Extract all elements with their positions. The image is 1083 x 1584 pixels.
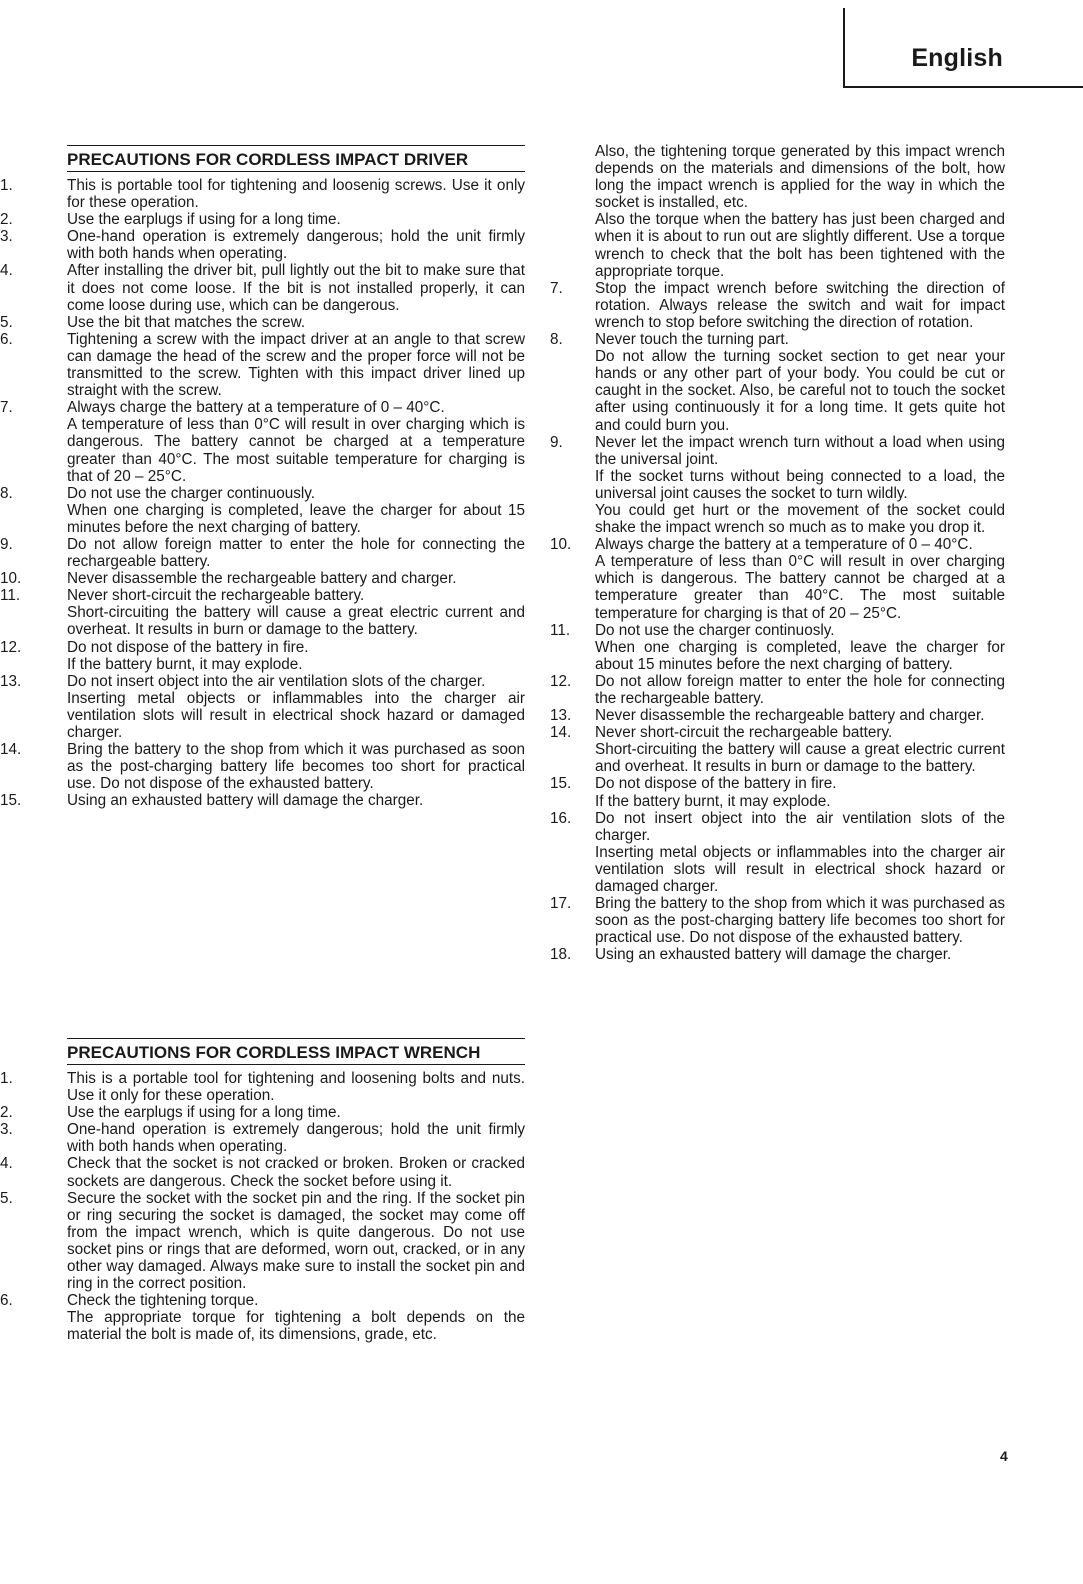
item-paragraph: Check that the socket is not cracked or broken. Broken or cracked sockets are dangerous. Check the socket before using it. xyxy=(67,1155,525,1190)
item-number: 9. xyxy=(550,433,563,451)
item-text xyxy=(595,724,1005,775)
item-paragraph: Short-circuiting the battery will cause a great electric current and overheat. It results in burn or damage to the battery. xyxy=(595,741,1005,776)
item-number: 8. xyxy=(550,331,563,349)
item-text xyxy=(595,707,1005,724)
precaution-item xyxy=(0,1121,525,1156)
item-paragraph: When one charging is completed, leave the charger for about 15 minutes before the next charging of battery. xyxy=(595,638,1005,673)
item-paragraph: Do not allow foreign matter to enter the hole for connecting the rechargeable battery. xyxy=(67,535,525,571)
item-paragraph: Do not allow the turning socket section to get near your hands or any other part of your body. You could be cut or caught in the socket. Also, be careful not to touch the socket after using continuously it for a long time. It gets quite hot and could burn you. xyxy=(595,348,1005,434)
item-paragraph: Short-circuiting the battery will cause a great electric current and overheat. It results in burn or damage to the battery. xyxy=(67,604,525,639)
item-text xyxy=(67,570,525,587)
item-paragraph: Bring the battery to the shop from which it was purchased as soon as the post-charging battery life becomes too short for practical use. Do not dispose of the exhausted battery. xyxy=(595,895,1005,947)
item-paragraph: Do not use the charger continuosly. xyxy=(595,621,835,639)
item-number: 14. xyxy=(550,724,572,742)
item-text xyxy=(595,280,1005,331)
item-paragraph: This is a portable tool for tightening and loosening bolts and nuts. Use it only for these operation. xyxy=(67,1070,525,1105)
item-text xyxy=(67,792,525,809)
precaution-item xyxy=(550,536,1005,621)
precaution-item xyxy=(0,313,525,331)
item-text xyxy=(595,810,1005,895)
precaution-item xyxy=(0,177,525,212)
item-text xyxy=(595,775,1005,809)
item-paragraph: Never disassemble the rechargeable battery and charger. xyxy=(67,570,457,588)
item-text xyxy=(67,741,525,792)
section-impact-wrench xyxy=(0,1038,525,1344)
section-title-impact-wrench: PRECAUTIONS FOR CORDLESS IMPACT WRENCH xyxy=(67,1038,525,1065)
item-text xyxy=(67,1190,525,1293)
item-number: 12. xyxy=(0,638,22,656)
item-paragraph: Never short-circuit the rechargeable battery. xyxy=(67,587,365,605)
item-text xyxy=(67,399,525,484)
item-text xyxy=(595,673,1005,707)
item-text xyxy=(595,331,1005,434)
precaution-item xyxy=(0,672,525,741)
precaution-item xyxy=(0,792,525,810)
item-text xyxy=(67,485,525,536)
item-paragraph: Never short-circuit the rechargeable battery. xyxy=(595,724,893,742)
precaution-item xyxy=(0,262,525,314)
item-paragraph: This is portable tool for tightening and loosenig screws. Use it only for these operation. xyxy=(67,177,525,212)
item-paragraph: You could get hurt or the movement of the socket could shake the impact wrench so much as to make you drop it. xyxy=(595,501,1005,537)
item-number: 16. xyxy=(550,809,572,827)
item-number: 8. xyxy=(0,484,13,502)
item-paragraph: Do not dispose of the battery in fire. xyxy=(67,638,309,656)
item-paragraph: Always charge the battery at a temperature of 0 – 40°C. xyxy=(67,399,445,417)
precaution-item xyxy=(0,741,525,793)
item-paragraph: Never let the impact wrench turn without a load when using the universal joint. xyxy=(595,433,1005,468)
intro-paragraph: Also, the tightening torque generated by this impact wrench depends on the materials and dimensions of the bolt, how long the impact wrench is applied for the way in which the socket is installed, etc. xyxy=(595,143,1005,212)
item-number: 4. xyxy=(0,1155,13,1173)
section-title-impact-driver: PRECAUTIONS FOR CORDLESS IMPACT DRIVER xyxy=(67,145,525,172)
item-paragraph: After installing the driver bit, pull lightly out the bit to make sure that it does not come loose. If the bit is not installed properly, it can come loose during use, which can be dangerous. xyxy=(67,262,525,314)
precaution-item xyxy=(0,1155,525,1190)
item-number: 5. xyxy=(0,313,13,331)
precaution-item xyxy=(0,330,525,400)
item-paragraph: Check the tightening torque. xyxy=(67,1292,259,1310)
item-number: 3. xyxy=(0,1121,13,1139)
precaution-item xyxy=(0,1189,525,1293)
precaution-item xyxy=(550,280,1005,331)
precaution-list-wrench xyxy=(0,1070,525,1344)
item-paragraph: A temperature of less than 0°C will result in over charging which is dangerous. The battery cannot be charged at a temperature greater than 40°C. The most suitable temperature for charging is that of 20 – 25°C. xyxy=(67,416,525,485)
item-number: 11. xyxy=(550,621,571,639)
item-paragraph: Do not insert object into the air ventilation slots of the charger. xyxy=(67,672,486,690)
item-paragraph: Use the bit that matches the screw. xyxy=(67,313,306,331)
item-text xyxy=(67,1155,525,1189)
item-text xyxy=(67,639,525,673)
precaution-item xyxy=(0,587,525,639)
language-label: English xyxy=(911,44,1003,72)
precaution-item xyxy=(0,638,525,673)
precaution-item xyxy=(550,707,1005,724)
item-text xyxy=(67,331,525,399)
item-paragraph: If the battery burnt, it may explode. xyxy=(67,655,303,673)
precaution-item xyxy=(550,895,1005,946)
item-paragraph: Secure the socket with the socket pin and the ring. If the socket pin or ring securing the socket is damaged, the socket may come off from the impact wrench, which is quite dangerous. Do not use socket pins or rings that are deformed, worn out, cracked, or in any other way damaged. Always make sure to install the socket pin and ring in the correct position. xyxy=(67,1189,525,1293)
item-text xyxy=(595,895,1005,946)
item-number: 1. xyxy=(0,177,13,194)
item-number: 10. xyxy=(0,570,22,588)
item-paragraph: Inserting metal objects or inflammables into the charger air ventilation slots will result in electrical shock hazard or damaged charger. xyxy=(595,843,1005,896)
precaution-item xyxy=(0,228,525,263)
item-number: 11. xyxy=(0,587,21,605)
item-number: 15. xyxy=(0,792,22,810)
item-number: 7. xyxy=(0,399,13,417)
item-number: 9. xyxy=(0,535,13,553)
right-column xyxy=(550,143,1005,964)
item-paragraph: The appropriate torque for tightening a bolt depends on the material the bolt is made of, its dimensions, grade, etc. xyxy=(67,1309,525,1344)
item-number: 14. xyxy=(0,741,22,759)
precaution-item xyxy=(0,570,525,588)
item-number: 10. xyxy=(550,536,572,554)
item-paragraph: Using an exhausted battery will damage the charger. xyxy=(67,792,424,810)
item-text xyxy=(67,177,525,211)
item-paragraph: Using an exhausted battery will damage the charger. xyxy=(595,946,952,964)
section-impact-driver xyxy=(0,145,525,810)
item-number: 2. xyxy=(0,211,13,229)
precaution-item xyxy=(0,535,525,571)
item-paragraph: Bring the battery to the shop from which it was purchased as soon as the post-charging battery life becomes too short for practical use. Do not dispose of the exhausted battery. xyxy=(67,741,525,793)
item-text xyxy=(595,434,1005,537)
item-text xyxy=(595,946,1005,963)
item-text xyxy=(67,1070,525,1104)
precaution-item xyxy=(550,673,1005,707)
item-paragraph: Stop the impact wrench before switching the direction of rotation. Always release the switch and wait for impact wrench to stop before switching the direction of rotation. xyxy=(595,279,1005,331)
precaution-item xyxy=(0,484,525,536)
item-paragraph: Never disassemble the rechargeable battery and charger. xyxy=(595,707,985,725)
item-paragraph: Do not dispose of the battery in fire. xyxy=(595,775,837,793)
precaution-item xyxy=(0,1292,525,1344)
item-number: 1. xyxy=(0,1070,13,1087)
item-text xyxy=(67,673,525,741)
precaution-item xyxy=(550,622,1005,673)
item-text xyxy=(595,536,1005,621)
item-text xyxy=(67,587,525,638)
precaution-item xyxy=(550,331,1005,434)
item-number: 13. xyxy=(550,707,572,725)
item-paragraph: Inserting metal objects or inflammables into the charger air ventilation slots will result in electrical shock hazard or damaged charger. xyxy=(67,689,525,741)
item-paragraph: One-hand operation is extremely dangerous; hold the unit firmly with both hands when operating. xyxy=(67,228,525,263)
item-text xyxy=(67,1292,525,1343)
item-paragraph: Use the earplugs if using for a long time. xyxy=(67,1104,341,1122)
item-number: 17. xyxy=(550,895,572,913)
item-number: 12. xyxy=(550,672,572,690)
language-tab xyxy=(843,8,1083,88)
item-text xyxy=(595,622,1005,673)
precaution-item xyxy=(550,434,1005,537)
item-text xyxy=(67,211,525,228)
item-number: 18. xyxy=(550,946,572,964)
precaution-item xyxy=(550,724,1005,775)
item-number: 2. xyxy=(0,1104,13,1122)
item-number: 13. xyxy=(0,672,22,690)
item-paragraph: One-hand operation is extremely dangerous; hold the unit firmly with both hands when operating. xyxy=(67,1121,525,1156)
precaution-item xyxy=(550,946,1005,963)
item-paragraph: If the socket turns without being connected to a load, the universal joint causes the socket to turn wildly. xyxy=(595,467,1005,502)
precaution-item xyxy=(550,775,1005,809)
item-text xyxy=(67,228,525,262)
item-number: 4. xyxy=(0,262,13,280)
item-text xyxy=(67,314,525,331)
page-number: 4 xyxy=(1000,1448,1008,1464)
item-paragraph: Do not use the charger continuously. xyxy=(67,484,316,502)
item-number: 6. xyxy=(0,330,13,348)
item-number: 3. xyxy=(0,228,13,246)
item-paragraph: If the battery burnt, it may explode. xyxy=(595,792,831,810)
precaution-item xyxy=(0,1070,525,1105)
precaution-item xyxy=(550,810,1005,895)
precaution-list-driver xyxy=(0,177,525,810)
item-number: 6. xyxy=(0,1292,13,1310)
item-paragraph: Tightening a screw with the impact driver at an angle to that screw can damage the head of the screw and the proper force will not be transmitted to the screw. Tighten with this impact driver lined up straight with the screw. xyxy=(67,330,525,400)
precaution-item xyxy=(0,399,525,485)
intro-paragraph: Also the torque when the battery has just been charged and when it is about to run out are slightly different. Use a torque wrench to check that the bolt has been tightened with the appropriate torque. xyxy=(595,211,1005,280)
item-text xyxy=(67,1104,525,1121)
item-paragraph: Use the earplugs if using for a long time. xyxy=(67,211,341,229)
precaution-item xyxy=(0,211,525,229)
item-number: 5. xyxy=(0,1189,13,1207)
precaution-item xyxy=(0,1104,525,1122)
item-text xyxy=(67,262,525,313)
item-paragraph: A temperature of less than 0°C will result in over charging which is dangerous. The battery cannot be charged at a temperature greater than 40°C. The most suitable temperature for charging is that of 20 – 25°C. xyxy=(595,553,1005,622)
item-paragraph: Always charge the battery at a temperature of 0 – 40°C. xyxy=(595,536,973,554)
item-paragraph: Do not allow foreign matter to enter the hole for connecting the rechargeable battery. xyxy=(595,672,1005,707)
item-paragraph: When one charging is completed, leave the charger for about 15 minutes before the next charging of battery. xyxy=(67,501,525,536)
item-paragraph: Never touch the turning part. xyxy=(595,331,789,349)
torque-intro xyxy=(550,143,1005,280)
item-text xyxy=(67,1121,525,1155)
item-paragraph: Do not insert object into the air ventilation slots of the charger. xyxy=(595,809,1005,844)
item-number: 7. xyxy=(550,279,563,297)
item-number: 15. xyxy=(550,775,572,793)
precaution-list-wrench-continued xyxy=(550,280,1005,964)
item-text xyxy=(67,536,525,570)
